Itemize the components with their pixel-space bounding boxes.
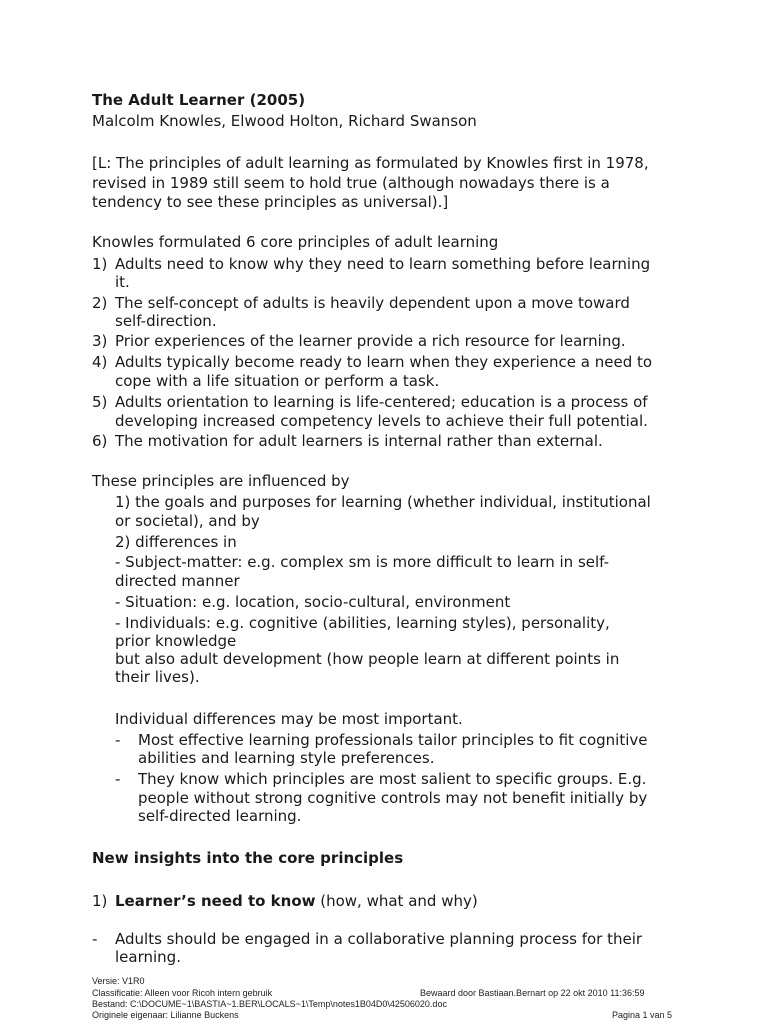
influence-line: 1) the goals and purposes for learning (whether individual, institutional <box>115 493 651 511</box>
list-item-line: The self-concept of adults is heavily dependent upon a move toward <box>115 294 630 312</box>
subsection-rest: (how, what and why) <box>315 892 478 910</box>
footer-kept-by: Bewaard door Bastiaan.Bernart op 22 okt 2010 11:36:59 <box>420 988 645 998</box>
note-line: revised in 1989 still seem to hold true (although nowadays there is a <box>92 174 610 192</box>
footer-version: Versie: V1R0 <box>92 976 145 986</box>
bullet-line: Most effective learning professionals tailor principles to fit cognitive <box>138 731 648 749</box>
list-item-line: developing increased competency levels to achieve their full potential. <box>115 412 648 430</box>
individual-intro: Individual differences may be most important. <box>115 710 463 728</box>
influence-line: or societal), and by <box>115 512 260 530</box>
core-intro: Knowles formulated 6 core principles of adult learning <box>92 233 499 251</box>
influence-line: prior knowledge <box>115 632 237 650</box>
list-number: 3) <box>92 332 108 350</box>
influence-line: directed manner <box>115 572 240 590</box>
list-item-line: Adults orientation to learning is life-centered; education is a process of <box>115 393 648 411</box>
authors: Malcolm Knowles, Elwood Holton, Richard Swanson <box>92 112 477 130</box>
bullet-dash: - <box>92 930 98 948</box>
list-item-line: Prior experiences of the learner provide a rich resource for learning. <box>115 332 626 350</box>
bullet-line: They know which principles are most salient to specific groups. E.g. <box>138 770 647 788</box>
document-title: The Adult Learner (2005) <box>92 91 306 109</box>
list-number: 1) <box>92 255 108 273</box>
list-item-line: cope with a life situation or perform a task. <box>115 372 440 390</box>
list-number: 6) <box>92 432 108 450</box>
influence-line: but also adult development (how people learn at different points in <box>115 650 620 668</box>
footer-owner: Originele eigenaar: Lilianne Buckens <box>92 1010 239 1020</box>
bullet-line: abilities and learning style preferences. <box>138 749 435 767</box>
note-line: [L: The principles of adult learning as formulated by Knowles first in 1978, <box>92 154 649 172</box>
note-line: tendency to see these principles as universal).] <box>92 193 449 211</box>
bullet-line: self-directed learning. <box>138 807 302 825</box>
influence-line: - Situation: e.g. location, socio-cultural, environment <box>115 593 511 611</box>
footer-page-number: Pagina 1 van 5 <box>612 1010 673 1020</box>
list-item-line: Adults typically become ready to learn when they experience a need to <box>115 353 653 371</box>
list-item-line: The motivation for adult learners is internal rather than external. <box>115 432 603 450</box>
list-number: 5) <box>92 393 108 411</box>
bullet-line: people without strong cognitive controls may not benefit initially by <box>138 789 648 807</box>
footer-file: Bestand: C:\DOCUME~1\BASTIA~1.BER\LOCALS~1\Temp\notes1B04D0\42506020.doc <box>92 999 447 1009</box>
bullet-line: learning. <box>115 948 181 966</box>
list-number: 2) <box>92 294 108 312</box>
list-item-line: Adults need to know why they need to learn something before learning <box>115 255 651 273</box>
influence-line: - Individuals: e.g. cognitive (abilities, learning styles), personality, <box>115 614 610 632</box>
influence-line: - Subject-matter: e.g. complex sm is more difficult to learn in self- <box>115 553 610 571</box>
bullet-dash: - <box>115 731 121 749</box>
footer-classification: Classificatie: Alleen voor Ricoh intern gebruik <box>92 988 273 998</box>
subsection-bold: Learner’s need to know <box>115 892 316 910</box>
bullet-dash: - <box>115 770 121 788</box>
section-heading: New insights into the core principles <box>92 849 404 867</box>
influence-line: their lives). <box>115 668 200 686</box>
influences-intro: These principles are influenced by <box>92 472 350 490</box>
bullet-line: Adults should be engaged in a collaborative planning process for their <box>115 930 643 948</box>
subsection-number: 1) <box>92 892 108 910</box>
list-item-line: self-direction. <box>115 312 217 330</box>
list-number: 4) <box>92 353 108 371</box>
influence-line: 2) differences in <box>115 533 237 551</box>
subsection-heading <box>115 892 478 910</box>
list-item-line: it. <box>115 273 130 291</box>
